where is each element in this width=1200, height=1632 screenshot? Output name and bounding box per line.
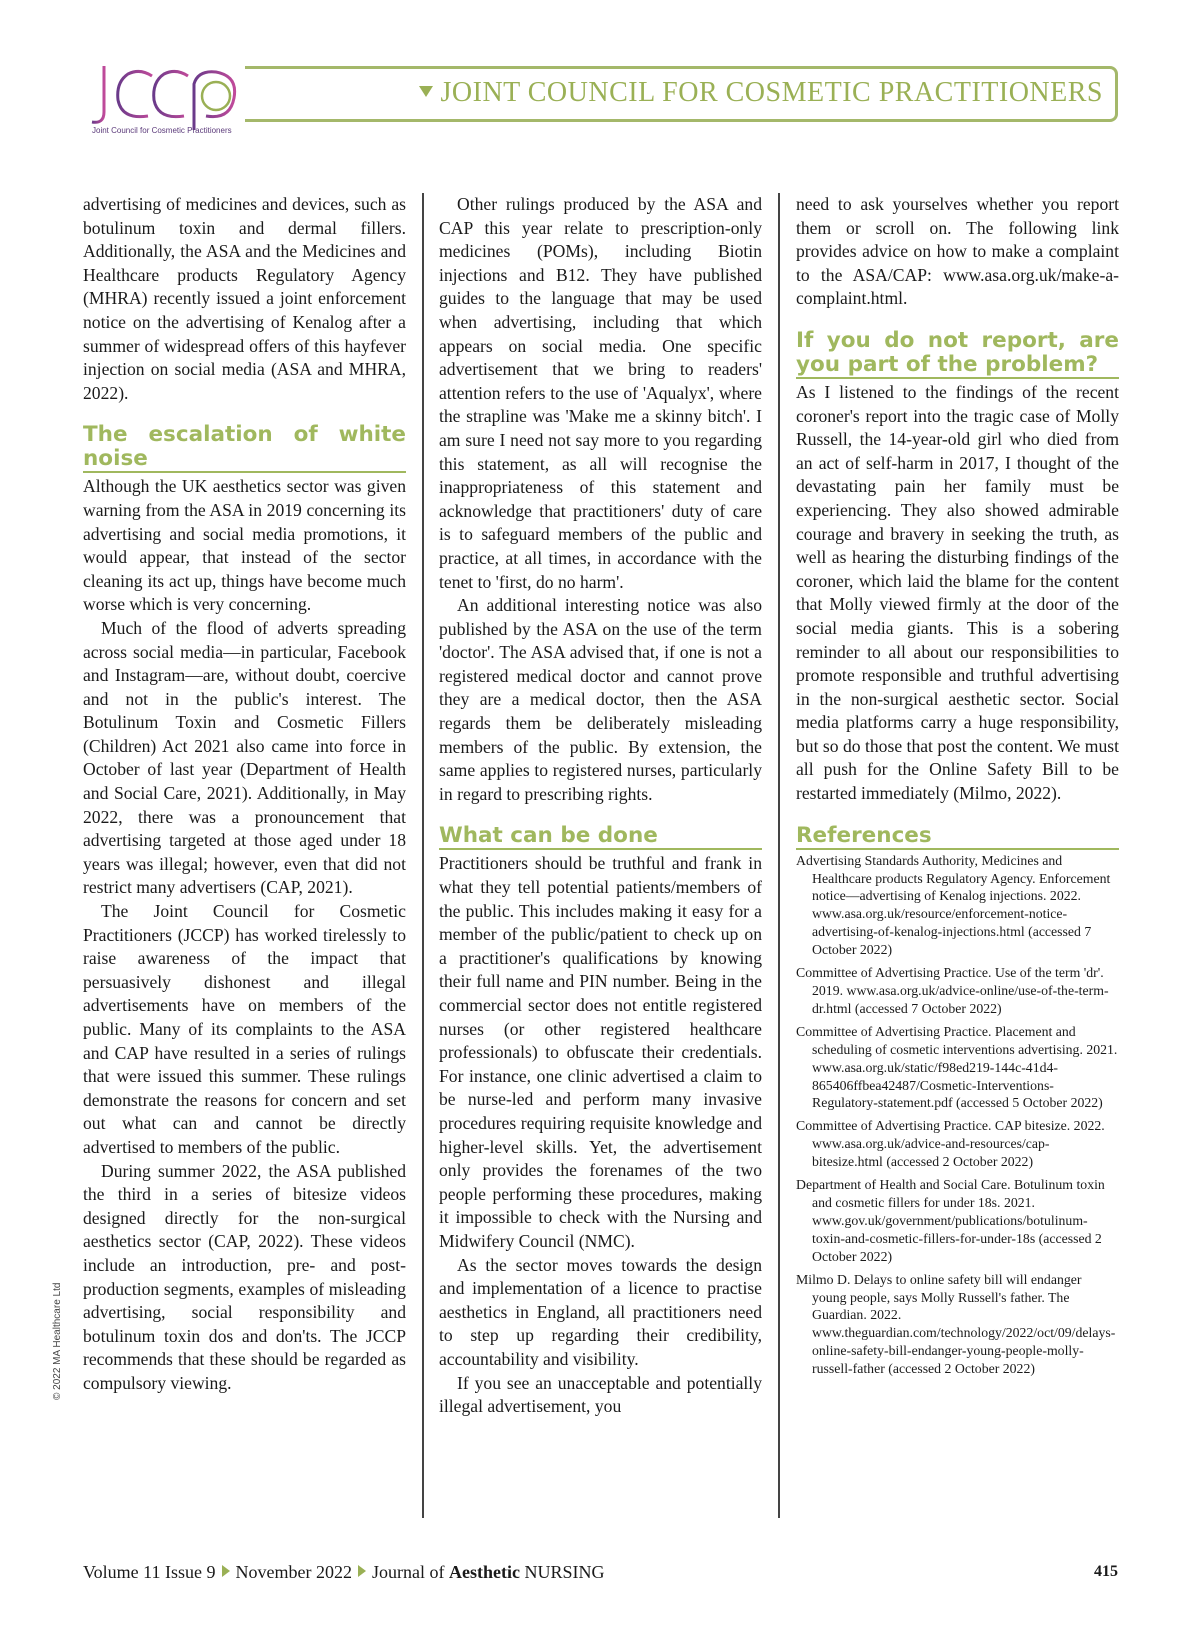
- paragraph: As I listened to the findings of the recent coroner's report into the tragic case of Molly Russell, the 14-year-old girl who died from an act of self-harm in 2017, I thought of the devastating pain her family must be experiencing. They also showed admirable courage and bravery in seeking the truth, as well as hearing the disturbing findings of the coroner, which laid the blame for the content that Molly viewed firmly at the door of the social media giants. This is a sobering reminder to all about our responsibilities to promote responsible and truthful advertising in the non-surgical aesthetic sector. Social media platforms carry a huge responsibility, but so do those that post the content. We must all push for the Online Safety Bill to be restarted immediately (Milmo, 2022).: [796, 381, 1119, 804]
- paragraph: Although the UK aesthetics sector was given warning from the ASA in 2019 concerning its advertising and social media promotions, it would appear, that instead of the sector cleaning its act up, things have become much worse which is very concerning.: [83, 476, 406, 615]
- triangle-right-icon: [222, 1565, 230, 1577]
- footer-journal-bold: Aesthetic: [448, 1562, 520, 1582]
- section-heading: What can be done: [439, 824, 762, 850]
- column-rule-2: [778, 193, 780, 1518]
- footer-journal-suffix: NURSING: [524, 1562, 605, 1582]
- footer-journal-prefix: Journal of: [371, 1562, 445, 1582]
- footer-date: November 2022: [235, 1562, 352, 1582]
- column-2: [439, 193, 762, 1419]
- paragraph: need to ask yourselves whether you report them or scroll on. The following link provides advice on how to make a complaint to the ASA/CAP: www.asa.org.uk/make-a-complaint.html.: [796, 194, 1119, 309]
- reference-item: Committee of Advertising Practice. Placement and scheduling of cosmetic interventions advertising. 2021. www.asa.org.uk/static/f98ed219-144c-41d4-865406ffbea42487/Cosmetic-Interventions-Regulatory-statement.pdf (accessed 5 October 2022): [796, 1023, 1118, 1111]
- paragraph: As the sector moves towards the design and implementation of a licence to practise aesthetics in England, all practitioners need to step up regarding their credibility, accountability and visibility.: [439, 1254, 762, 1369]
- column-1: [83, 193, 406, 1396]
- reference-item: Committee of Advertising Practice. CAP bitesize. 2022. www.asa.org.uk/advice-and-resources/cap-bitesize.html (accessed 2 October 2022): [796, 1118, 1105, 1170]
- paragraph: During summer 2022, the ASA published the third in a series of bitesize videos designed directly for the non-surgical aesthetics sector (CAP, 2022). These videos include an introduction, pre- and post-production segments, examples of misleading advertising, social responsibility and botulinum toxin dos and don'ts. The JCCP recommends that these should be regarded as compulsory viewing.: [83, 1160, 406, 1393]
- reference-item: Committee of Advertising Practice. Use of the term 'dr'. 2019. www.asa.org.uk/advice-online/use-of-the-term-dr.html (accessed 7 October 2022): [796, 965, 1109, 1016]
- column-rule-1: [422, 193, 424, 1518]
- footer-volume: Volume 11 Issue 9: [83, 1562, 216, 1582]
- column-3: [796, 193, 1119, 1383]
- paragraph: Practitioners should be truthful and frank in what they tell potential patients/members of the public. This includes making it easy for a member of the public/patient to check up on a practitioner's qualifications by knowing their full name and PIN number. Being in the commercial sector does not entitle registered nurses (or other registered healthcare professionals) to obfuscate their credentials. For instance, one clinic advertised a claim to be nurse-led and perform many invasive procedures requiring requisite knowledge and higher-level skills. Yet, the advertisement only provides the forenames of the two people performing these procedures, making it impossible to check with the Nursing and Midwifery Council (NMC).: [439, 853, 762, 1251]
- section-heading: If you do not report, are you part of the problem?: [796, 327, 1119, 377]
- triangle-right-icon: [358, 1565, 366, 1577]
- triangle-down-icon: [419, 86, 433, 97]
- jccp-logo: [82, 60, 252, 144]
- header-banner: [245, 66, 1118, 122]
- copyright-notice: © 2022 MA Healthcare Ltd: [52, 1282, 63, 1400]
- paragraph: advertising of medicines and devices, such as botulinum toxin and dermal fillers. Additionally, the ASA and the Medicines and Healthcare products Regulatory Agency (MHRA) recently issued a joint enforcement notice on the advertising of Kenalog after a summer of widespread offers of this hayfever injection on social media (ASA and MHRA, 2022).: [83, 194, 406, 403]
- paragraph: An additional interesting notice was also published by the ASA on the use of the term 'doctor'. The ASA advised that, if one is not a registered medical doctor and cannot prove they are a medical doctor, then the ASA regards them be deliberately misleading members of the public. By extension, the same applies to registered nurses, particularly in regard to prescribing rights.: [439, 595, 762, 804]
- reference-list: [796, 852, 1119, 1378]
- footer: [83, 1562, 604, 1583]
- references-heading: References: [796, 824, 1119, 850]
- paragraph: If you see an unacceptable and potentially illegal advertisement, you: [439, 1372, 762, 1417]
- reference-item: Milmo D. Delays to online safety bill will endanger young people, says Molly Russell's father. The Guardian. 2022. www.theguardian.com/technology/2022/oct/09/delays-online-safety-bill-endanger-young-people-molly-russell-father (accessed 2 October 2022): [796, 1271, 1116, 1377]
- paragraph: Much of the flood of adverts spreading across social media—in particular, Facebook and Instagram—are, without doubt, coercive and not in the public's interest. The Botulinum Toxin and Cosmetic Fillers (Children) Act 2021 also came into force in October of last year (Department of Health and Social Care, 2021). Additionally, in May 2022, there was a pronouncement that advertising targeted at those aged under 18 years was illegal; however, even that did not restrict many advertisers (CAP, 2021).: [83, 617, 406, 898]
- header-title-text: JOINT COUNCIL FOR COSMETIC PRACTITIONERS: [440, 77, 1103, 108]
- page-number: 415: [1094, 1563, 1118, 1580]
- logo-caption: Joint Council for Cosmetic Practitioners: [92, 126, 232, 135]
- paragraph: Other rulings produced by the ASA and CAP this year relate to prescription-only medicines (POMs), including Biotin injections and B12. They have published guides to the language that may be used when advertising, including that which appears on social media. One specific advertisement that we bring to readers' attention refers to the use of 'Aqualyx', where the strapline was 'Make me a skinny bitch'. I am sure I need not say more to you regarding this statement, as all will recognise the inappropriateness of this statement and acknowledge that practitioners' duty of care is to safeguard members of the public and practice, at all times, in accordance with the tenet to 'first, do no harm'.: [439, 194, 762, 592]
- jccp-logo-mark: [82, 60, 252, 130]
- paragraph: The Joint Council for Cosmetic Practitioners (JCCP) has worked tirelessly to raise awareness of the impact that persuasively dishonest and illegal advertisements have on members of the public. Many of its complaints to the ASA and CAP have resulted in a series of rulings that were issued this summer. These rulings demonstrate the reasons for concern and set out what can and cannot be directly advertised to members of the public.: [83, 901, 406, 1157]
- reference-item: Advertising Standards Authority, Medicines and Healthcare products Regulatory Agency. Enforcement notice—advertising of Kenalog injections. 2022. www.asa.org.uk/resource/enforcement-notice-advertising-of-kenalog-injections.html (accessed 7 October 2022): [796, 852, 1111, 958]
- reference-item: Department of Health and Social Care. Botulinum toxin and cosmetic fillers for under 18s. 2021. www.gov.uk/government/publications/botulinum-toxin-and-cosmetic-fillers-for-under-18s (accessed 2 October 2022): [796, 1177, 1105, 1264]
- header-title: [419, 77, 1104, 109]
- section-heading: The escalation of white noise: [83, 422, 406, 472]
